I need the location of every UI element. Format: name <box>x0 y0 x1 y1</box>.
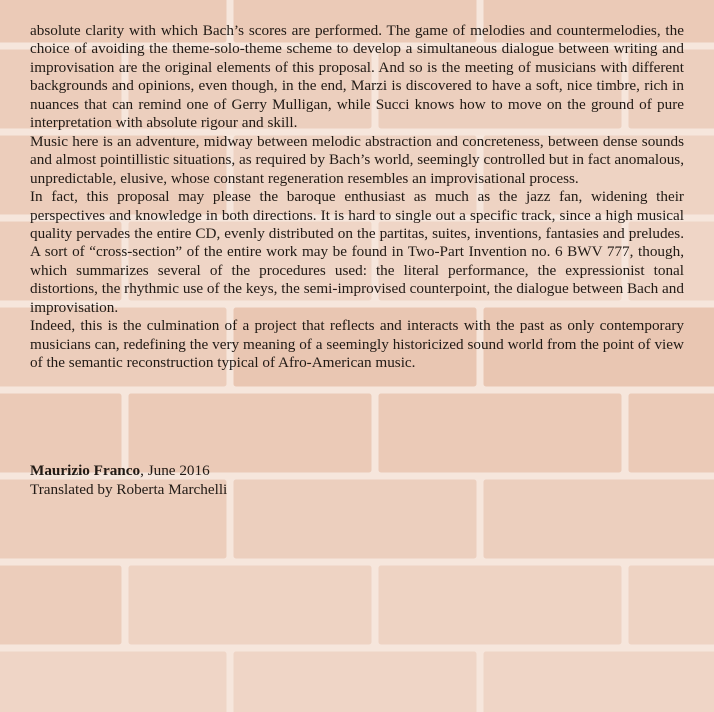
brick <box>375 562 625 648</box>
brick <box>0 562 125 648</box>
brick <box>625 390 714 476</box>
brick <box>480 476 714 562</box>
translator-credit: Translated by Roberta Marchelli <box>30 480 228 498</box>
essay-paragraph-4: Indeed, this is the culmination of a project that reflects and interacts with the past as only contemporary musicians can, redefining the very meaning of a seemingly historicized sound world from the point of view of the semantic reconstruction typical of Afro-American music. <box>30 317 684 372</box>
essay-paragraph-3: In fact, this proposal may please the baroque enthusiast as much as the jazz fan, widening their perspectives and knowledge in both directions. It is hard to single out a specific track, since a high musical quality pervades the entire CD, evenly distributed on the partitas, suites, inventions, fantasies and preludes. A sort of “cross-section” of the entire work may be found in Two-Part Invention no. 6 BWV 777, though, which summarizes several of the procedures used: the literal performance, the expressionist tonal distortions, the rhythmic use of the keys, the semi-improvised counterpoint, the dialogue between Bach and improvisation. <box>30 188 684 316</box>
brick <box>230 648 480 712</box>
essay-text <box>30 22 684 373</box>
brick <box>375 390 625 476</box>
signature-date: , June 2016 <box>140 462 210 479</box>
signature-block <box>30 462 227 499</box>
brick <box>480 648 714 712</box>
author-name: Maurizio Franco <box>30 462 141 479</box>
signature-line <box>30 462 227 481</box>
essay-paragraph-1: absolute clarity with which Bach’s scores are performed. The game of melodies and countermelodies, the choice of avoiding the theme-solo-theme scheme to develop a simultaneous dialogue between writing and improvisation are the original elements of this proposal. And so is the meeting of musicians with different backgrounds and opinions, even though, in the end, Marzi is discovered to have a soft, nice timbre, rich in nuances that can remind one of Gerry Mulligan, while Succi knows how to move on the ground of pure interpretation with absolute rigour and skill. <box>30 22 684 132</box>
brick <box>125 562 375 648</box>
essay-paragraph-2: Music here is an adventure, midway between melodic abstraction and concreteness, between dense sounds and almost pointillistic situations, as required by Bach’s world, seemingly controlled but in fact anomalous, unpredictable, elusive, whose constant regeneration resembles an improvisational process. <box>30 132 684 187</box>
brick <box>625 562 714 648</box>
brick <box>230 476 480 562</box>
brick <box>0 648 230 712</box>
